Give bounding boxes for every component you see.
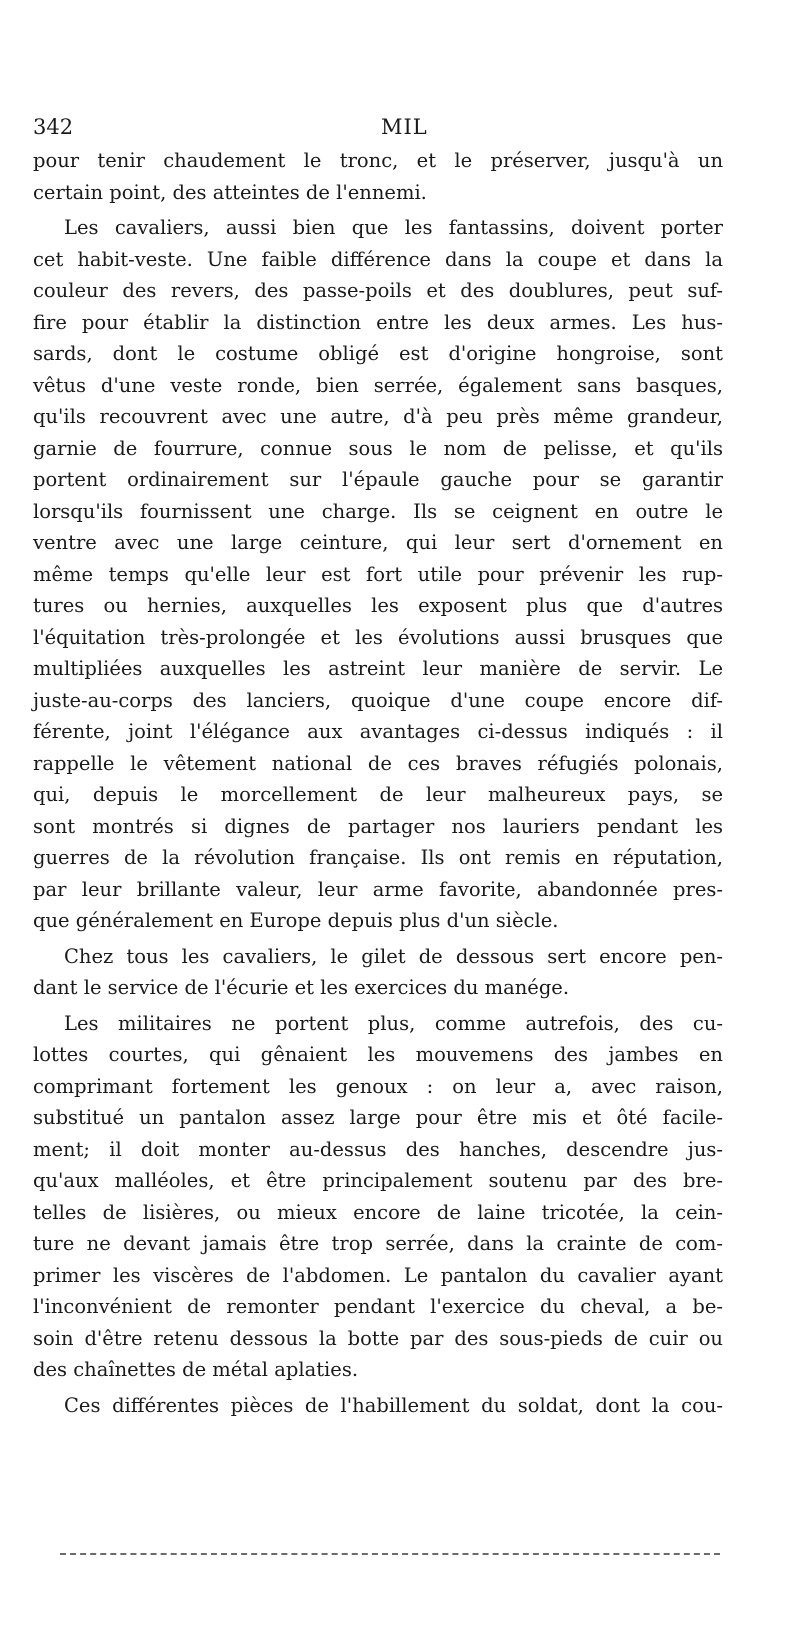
text-line: multipliées auxquelles les astreint leur manière de servir. Le — [33, 657, 723, 680]
text-line: Les cavaliers, aussi bien que les fantassins, doivent porter — [64, 216, 723, 239]
text-line: l'inconvénient de remonter pendant l'exercice du cheval, a be- — [33, 1295, 723, 1318]
text-line: Chez tous les cavaliers, le gilet de dessous sert encore pen- — [64, 944, 723, 968]
text-line: rappelle le vêtement national de ces braves réfugiés polonais, — [33, 751, 723, 775]
text-line: juste-au-corps des lanciers, quoique d'une coupe encore dif- — [33, 688, 723, 712]
text-line: sards, dont le costume obligé est d'origine hongroise, sont — [33, 342, 723, 365]
text-line: ventre avec une large ceinture, qui leur sert d'ornement en — [33, 531, 723, 554]
text-line: férente, joint l'élégance aux avantages ci-dessus indiqués : il — [33, 720, 723, 743]
text-line: soin d'être retenu dessous la botte par des sous-pieds de cuir ou — [33, 1326, 723, 1350]
text-line: sont montrés si dignes de partager nos lauriers pendant les — [33, 814, 723, 838]
text-line: Ces différentes pièces de l'habillement du soldat, dont la cou- — [64, 1393, 723, 1417]
text-line: dant le service de l'écurie et les exercices du manége. — [33, 976, 570, 999]
text-line: qu'ils recouvrent avec une autre, d'à peu près même grandeur, — [33, 405, 723, 428]
text-line: cet habit-veste. Une faible différence dans la coupe et dans la — [33, 247, 723, 271]
paragraph — [33, 145, 723, 208]
text-line: des chaînettes de métal aplaties. — [33, 1358, 359, 1381]
text-line: comprimant fortement les genoux : on leur a, avec raison, — [33, 1074, 723, 1098]
text-line: Les militaires ne portent plus, comme autrefois, des cu- — [64, 1011, 723, 1035]
text-line: par leur brillante valeur, leur arme favorite, abandonnée pres- — [33, 877, 723, 901]
text-line: ture ne devant jamais être trop serrée, dans la crainte de com- — [33, 1232, 723, 1255]
paragraph — [33, 212, 723, 937]
page-number: 342 — [33, 115, 74, 139]
text-line: lorsqu'ils fournissent une charge. Ils se ceignent en outre le — [33, 499, 723, 523]
text-line: que généralement en Europe depuis plus d'un siècle. — [33, 909, 559, 932]
text-line: pour tenir chaudement le tronc, et le préserver, jusqu'à un — [33, 149, 723, 172]
paragraph — [33, 1390, 723, 1422]
text-line: couleur des revers, des passe-poils et des doublures, peut suf- — [33, 279, 723, 302]
text-line: telles de lisières, ou mieux encore de laine tricotée, la cein- — [33, 1200, 723, 1224]
text-line: qui, depuis le morcellement de leur malheureux pays, se — [33, 783, 723, 806]
text-line: substitué un pantalon assez large pour être mis et ôté facile- — [33, 1106, 723, 1129]
text-line: portent ordinairement sur l'épaule gauche pour se garantir — [33, 468, 723, 491]
text-line: ment; il doit monter au-dessus des hanches, descendre jus- — [33, 1137, 723, 1161]
text-line: fire pour établir la distinction entre les deux armes. Les hus- — [33, 310, 723, 334]
text-line: primer les viscères de l'abdomen. Le pantalon du cavalier ayant — [33, 1263, 723, 1287]
text-line: lottes courtes, qui gênaient les mouvemens des jambes en — [33, 1043, 723, 1066]
text-line: l'équitation très-prolongée et les évolutions aussi brusques que — [33, 625, 723, 649]
text-line: garnie de fourrure, connue sous le nom de pelisse, et qu'ils — [33, 436, 723, 460]
paragraph — [33, 941, 723, 1004]
body-text — [33, 145, 723, 1421]
text-line: vêtus d'une veste ronde, bien serrée, également sans basques, — [33, 373, 723, 397]
running-head: MIL — [381, 115, 428, 139]
paragraph — [33, 1008, 723, 1386]
text-line: guerres de la révolution française. Ils ont remis en réputation, — [33, 846, 723, 869]
text-line: tures ou hernies, auxquelles les exposent plus que d'autres — [33, 594, 723, 617]
text-line: même temps qu'elle leur est fort utile pour prévenir les rup- — [33, 562, 723, 586]
page-header — [33, 112, 733, 142]
footer-rule — [60, 1553, 720, 1555]
text-line: qu'aux malléoles, et être principalement soutenu par des bre- — [33, 1169, 723, 1192]
text-line: certain point, des atteintes de l'ennemi. — [33, 180, 427, 204]
